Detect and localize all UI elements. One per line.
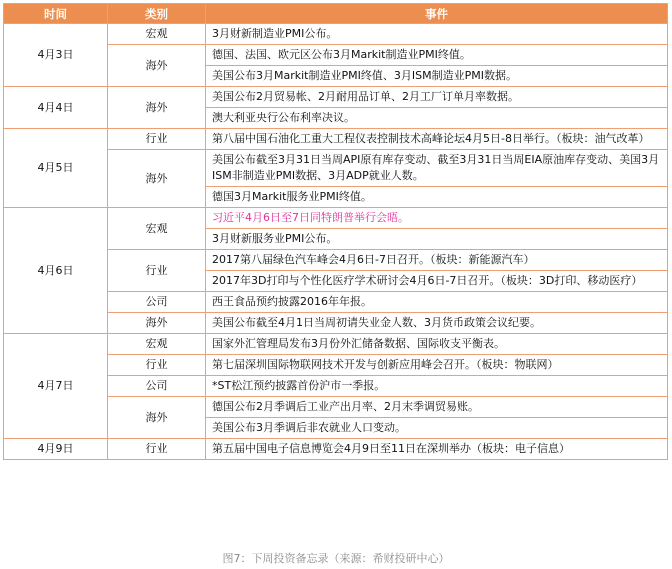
event-cell: *ST松江预约披露首份沪市一季报。 <box>206 376 668 397</box>
category-cell: 行业 <box>108 439 206 460</box>
category-cell: 海外 <box>108 150 206 208</box>
category-cell: 公司 <box>108 376 206 397</box>
table-row <box>4 334 668 355</box>
table-header-row <box>4 4 668 24</box>
event-cell: 3月财新服务业PMI公布。 <box>206 229 668 250</box>
date-cell: 4月6日 <box>4 208 108 334</box>
event-cell: 澳大利亚央行公布利率决议。 <box>206 108 668 129</box>
header-event: 事件 <box>206 4 668 24</box>
category-cell: 宏观 <box>108 334 206 355</box>
event-cell: 第七届深圳国际物联网技术开发与创新应用峰会召开。（板块：物联网） <box>206 355 668 376</box>
category-cell: 行业 <box>108 355 206 376</box>
category-cell: 公司 <box>108 292 206 313</box>
table-row <box>4 208 668 229</box>
event-cell: 美国公布2月贸易帐、2月耐用品订单、2月工厂订单月率数据。 <box>206 87 668 108</box>
header-category: 类别 <box>108 4 206 24</box>
date-cell: 4月5日 <box>4 129 108 208</box>
table-row <box>4 87 668 108</box>
event-cell: 德国公布2月季调后工业产出月率、2月末季调贸易账。 <box>206 397 668 418</box>
event-cell: 德国、法国、欧元区公布3月Markit制造业PMI终值。 <box>206 45 668 66</box>
event-cell: 3月财新制造业PMI公布。 <box>206 24 668 45</box>
category-cell: 海外 <box>108 45 206 87</box>
date-cell: 4月4日 <box>4 87 108 129</box>
event-cell: 2017年3D打印与个性化医疗学术研讨会4月6日-7日召开。（板块：3D打印、移动医疗） <box>206 271 668 292</box>
investment-memo-table <box>3 3 668 460</box>
category-cell: 宏观 <box>108 24 206 45</box>
table-row <box>4 129 668 150</box>
event-cell: 德国3月Markit服务业PMI终值。 <box>206 187 668 208</box>
category-cell: 行业 <box>108 129 206 150</box>
date-cell: 4月3日 <box>4 24 108 87</box>
category-cell: 海外 <box>108 87 206 129</box>
table-row <box>4 439 668 460</box>
table-row <box>4 24 668 45</box>
event-cell: 美国公布截至4月1日当周初请失业金人数、3月货币政策会议纪要。 <box>206 313 668 334</box>
figure-caption: 图7：下周投资备忘录（来源：希财投研中心） <box>222 552 450 565</box>
date-cell: 4月9日 <box>4 439 108 460</box>
event-cell: 2017第八届绿色汽车峰会4月6日-7日召开。（板块：新能源汽车） <box>206 250 668 271</box>
event-cell: 美国公布截至3月31日当周API原有库存变动、截至3月31日当周EIA原油库存变动、美国3月ISM非制造业PMI数据、3月ADP就业人数。 <box>206 150 668 187</box>
category-cell: 宏观 <box>108 208 206 250</box>
event-cell: 美国公布3月Markit制造业PMI终值、3月ISM制造业PMI数据。 <box>206 66 668 87</box>
event-cell-highlighted: 习近平4月6日至7日同特朗普举行会晤。 <box>206 208 668 229</box>
category-cell: 海外 <box>108 313 206 334</box>
event-cell: 第五届中国电子信息博览会4月9日至11日在深圳举办（板块：电子信息） <box>206 439 668 460</box>
event-cell: 国家外汇管理局发布3月份外汇储备数据、国际收支平衡表。 <box>206 334 668 355</box>
event-cell: 美国公布3月季调后非农就业人口变动。 <box>206 418 668 439</box>
category-cell: 行业 <box>108 250 206 292</box>
event-cell: 第八届中国石油化工重大工程仪表控制技术高峰论坛4月5日-8日举行。（板块：油气改革） <box>206 129 668 150</box>
category-cell: 海外 <box>108 397 206 439</box>
header-time: 时间 <box>4 4 108 24</box>
date-cell: 4月7日 <box>4 334 108 439</box>
event-cell: 西王食品预约披露2016年年报。 <box>206 292 668 313</box>
